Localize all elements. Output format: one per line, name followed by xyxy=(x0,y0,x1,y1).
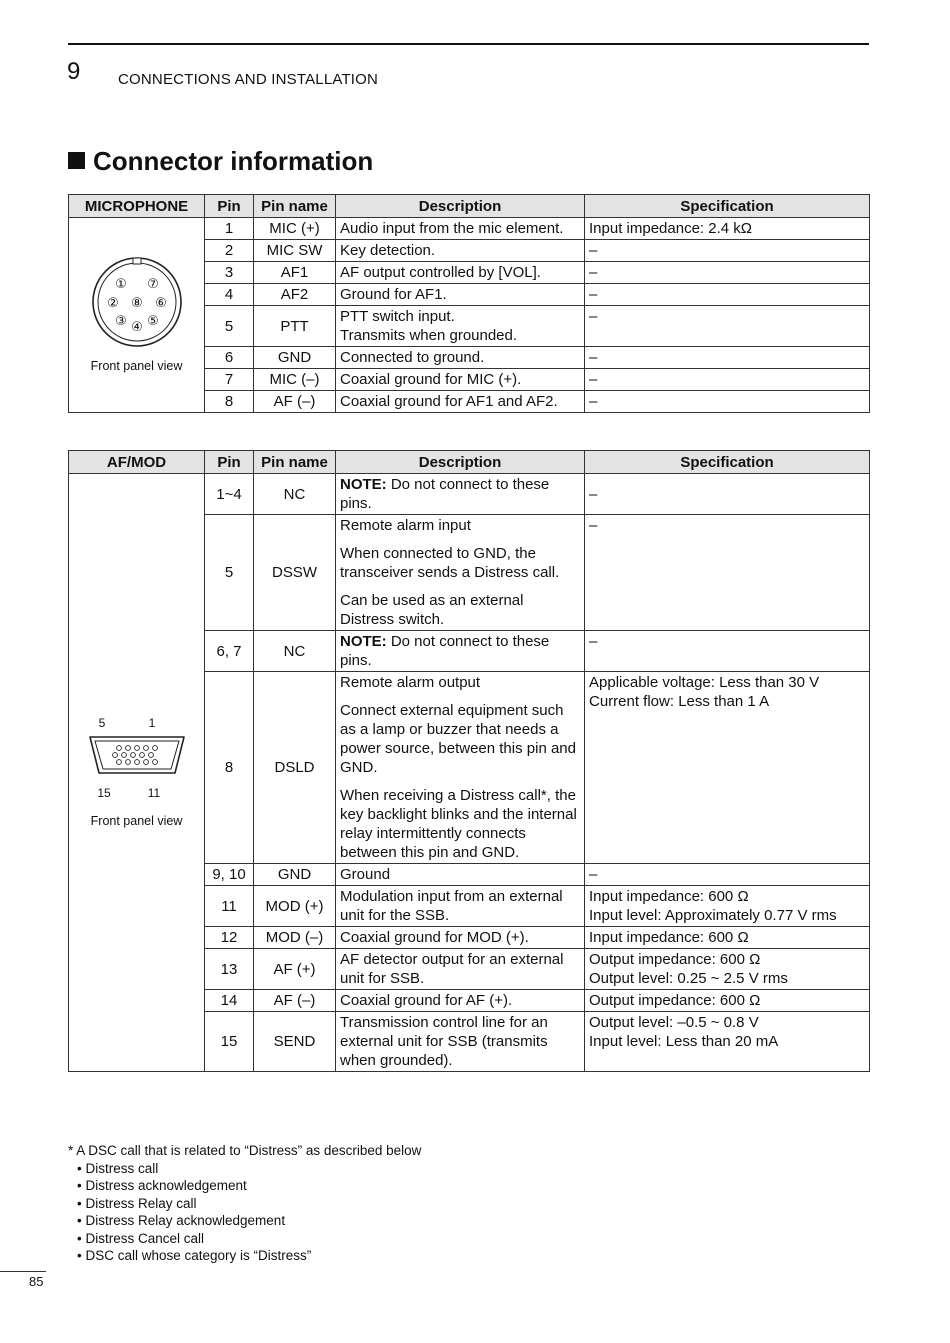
specification-line: Output impedance: 600 Ω xyxy=(589,951,761,968)
pin-cell: 8 xyxy=(205,391,254,413)
section-title-text: Connector information xyxy=(93,146,374,176)
col-header: AF/MOD xyxy=(69,451,205,474)
description-cell: Coaxial ground for MOD (+). xyxy=(336,927,585,949)
description-line: PTT switch input. xyxy=(340,308,455,325)
afmod-connector-cell xyxy=(69,474,205,1072)
specification-cell: – xyxy=(585,306,870,347)
pin-label: ④ xyxy=(130,320,143,335)
pin-cell: 7 xyxy=(205,369,254,391)
pin-name-cell: AF1 xyxy=(254,262,336,284)
pin-name-cell: GND xyxy=(254,864,336,886)
page-number: 85 xyxy=(29,1274,44,1289)
description-paragraph: Remote alarm input xyxy=(340,517,471,534)
description-cell xyxy=(336,631,585,672)
description-cell xyxy=(336,474,585,515)
chapter-number: 9 xyxy=(67,58,81,85)
description-cell xyxy=(336,306,585,347)
pin-name-cell: AF (–) xyxy=(254,990,336,1012)
col-header: Specification xyxy=(585,451,870,474)
specification-cell: Output impedance: 600 Ω xyxy=(585,990,870,1012)
footnote-item: • Distress acknowledgement xyxy=(77,1178,247,1193)
specification-line: Output level: –0.5 ~ 0.8 V xyxy=(589,1014,759,1031)
footnote-item-text: Distress Relay acknowledgement xyxy=(85,1213,286,1228)
pin-label: ① xyxy=(114,277,127,292)
col-header: Pin xyxy=(205,195,254,218)
pin-name-cell: NC xyxy=(254,631,336,672)
pin-cell: 6, 7 xyxy=(205,631,254,672)
pin-label: ⑦ xyxy=(146,277,159,292)
footnote-item: • DSC call whose category is “Distress” xyxy=(77,1248,312,1263)
pin-cell: 14 xyxy=(205,990,254,1012)
specification-cell xyxy=(585,949,870,990)
corner-label: 11 xyxy=(147,785,160,800)
description-cell: AF detector output for an external unit for SSB. xyxy=(336,949,585,990)
front-panel-view-label: Front panel view xyxy=(90,359,183,373)
footnote-item-text: Distress Cancel call xyxy=(85,1230,205,1246)
description-cell: Key detection. xyxy=(336,240,585,262)
description-cell: Modulation input from an external unit for the SSB. xyxy=(336,886,585,927)
pin-cell: 5 xyxy=(205,515,254,631)
pin-name-cell: MOD (–) xyxy=(254,927,336,949)
col-header: Description xyxy=(336,451,585,474)
description-paragraph: Can be used as an external Distress switch. xyxy=(340,592,524,628)
afmod-table xyxy=(68,450,870,1072)
col-header: Description xyxy=(336,195,585,218)
description-line: Transmits when grounded. xyxy=(340,327,518,344)
specification-cell: – xyxy=(585,347,870,369)
microphone-table xyxy=(68,194,870,413)
pin-name-cell: AF (+) xyxy=(254,949,336,990)
description-cell: Audio input from the mic element. xyxy=(336,218,585,240)
col-header: Pin name xyxy=(254,451,336,474)
specification-cell xyxy=(585,1012,870,1072)
corner-label: 15 xyxy=(96,785,111,800)
pin-name-cell: GND xyxy=(254,347,336,369)
pin-name-cell: DSSW xyxy=(254,515,336,631)
specification-cell: – xyxy=(585,864,870,886)
description-cell: AF output controlled by [VOL]. xyxy=(336,262,585,284)
pin-cell: 1~4 xyxy=(205,474,254,515)
pin-cell: 12 xyxy=(205,927,254,949)
pin-cell: 2 xyxy=(205,240,254,262)
pin-name-cell: NC xyxy=(254,474,336,515)
pin-cell: 11 xyxy=(205,886,254,927)
specification-cell: – xyxy=(585,262,870,284)
col-header: MICROPHONE xyxy=(69,195,205,218)
pin-name-cell: MOD (+) xyxy=(254,886,336,927)
pin-name-cell: AF (–) xyxy=(254,391,336,413)
footnote-item-text: Distress Relay call xyxy=(85,1195,197,1211)
footnote-item: • Distress Relay call xyxy=(77,1195,197,1211)
col-header: Pin xyxy=(205,451,254,474)
footnote-item-text: Distress acknowledgement xyxy=(85,1178,247,1193)
pin-cell: 13 xyxy=(205,949,254,990)
note-text: Do not connect to these pins. xyxy=(340,476,550,512)
specification-cell: – xyxy=(585,515,870,631)
description-cell: Coaxial ground for AF1 and AF2. xyxy=(336,391,585,413)
pin-label: ⑧ xyxy=(130,296,143,311)
pin-label: ③ xyxy=(114,314,127,329)
note-text: Do not connect to these pins. xyxy=(340,633,550,669)
description-cell xyxy=(336,672,585,864)
pin-name-cell: MIC (–) xyxy=(254,369,336,391)
description-cell: Ground xyxy=(336,864,585,886)
specification-line: Output level: 0.25 ~ 2.5 V rms xyxy=(589,970,788,987)
pin-cell: 3 xyxy=(205,262,254,284)
specification-cell: Input impedance: 600 Ω xyxy=(585,927,870,949)
specification-cell: – xyxy=(585,631,870,672)
specification-cell: – xyxy=(585,369,870,391)
description-paragraph: Remote alarm output xyxy=(340,674,481,691)
pin-cell: 8 xyxy=(205,672,254,864)
table-row xyxy=(69,474,870,515)
table-row xyxy=(69,218,870,240)
specification-cell: – xyxy=(585,284,870,306)
pin-cell: 15 xyxy=(205,1012,254,1072)
pin-name-cell: AF2 xyxy=(254,284,336,306)
corner-label: 5 xyxy=(98,715,105,730)
footnote-item: • Distress Cancel call xyxy=(77,1230,205,1246)
pin-name-cell: MIC SW xyxy=(254,240,336,262)
note-label: NOTE: xyxy=(340,476,387,493)
specification-line: Input level: Approximately 0.77 V rms xyxy=(589,907,837,924)
col-header: Specification xyxy=(585,195,870,218)
footnote-intro: * A DSC call that is related to “Distress” as described below xyxy=(68,1143,422,1158)
footnote-item: • Distress Relay acknowledgement xyxy=(77,1213,286,1228)
specification-line: Input impedance: 600 Ω xyxy=(589,888,749,905)
description-cell xyxy=(336,515,585,631)
corner-label: 1 xyxy=(148,715,155,730)
table-header-row xyxy=(69,195,870,218)
pin-cell: 9, 10 xyxy=(205,864,254,886)
pin-label: ② xyxy=(106,296,119,311)
note-label: NOTE: xyxy=(340,633,387,650)
front-panel-view-label: Front panel view xyxy=(90,813,183,828)
pin-label: ⑥ xyxy=(154,296,167,311)
pin-label: ⑤ xyxy=(146,314,159,329)
footnote-item: • Distress call xyxy=(77,1160,159,1176)
specification-line: Applicable voltage: Less than 30 V xyxy=(589,674,820,691)
specification-line: Input level: Less than 20 mA xyxy=(589,1033,779,1050)
pin-name-cell: PTT xyxy=(254,306,336,347)
col-header: Pin name xyxy=(254,195,336,218)
description-cell: Coaxial ground for MIC (+). xyxy=(336,369,585,391)
specification-cell xyxy=(585,672,870,864)
pin-name-cell: SEND xyxy=(254,1012,336,1072)
description-cell: Coaxial ground for AF (+). xyxy=(336,990,585,1012)
footnote-item-text: DSC call whose category is “Distress” xyxy=(85,1248,312,1263)
pin-cell: 6 xyxy=(205,347,254,369)
mic-connector-icon xyxy=(89,254,185,350)
specification-cell: – xyxy=(585,240,870,262)
pin-name-cell: DSLD xyxy=(254,672,336,864)
square-bullet-icon xyxy=(68,152,85,169)
pin-name-cell: MIC (+) xyxy=(254,218,336,240)
description-paragraph: Connect external equipment such as a lamp or buzzer that needs a power source, between this pin and GND. xyxy=(340,702,576,776)
specification-cell: – xyxy=(585,391,870,413)
description-cell: Connected to ground. xyxy=(336,347,585,369)
specification-cell: Input impedance: 2.4 kΩ xyxy=(585,218,870,240)
pin-cell: 1 xyxy=(205,218,254,240)
pin-cell: 5 xyxy=(205,306,254,347)
specification-cell: – xyxy=(585,474,870,515)
footnote xyxy=(68,1142,421,1265)
specification-line: Current flow: Less than 1 A xyxy=(589,693,770,710)
page-number-rule xyxy=(0,1271,46,1272)
chapter-title: CONNECTIONS AND INSTALLATION xyxy=(118,71,379,88)
pin-cell: 4 xyxy=(205,284,254,306)
footnote-item-text: Distress call xyxy=(85,1160,159,1176)
description-cell: Ground for AF1. xyxy=(336,284,585,306)
description-cell: Transmission control line for an external unit for SSB (transmits when grounded). xyxy=(336,1012,585,1072)
dsub-connector-icon xyxy=(82,715,192,805)
description-paragraph: When receiving a Distress call*, the key backlight blinks and the internal relay intermittently connects between this pin and GND. xyxy=(340,787,577,861)
header-rule xyxy=(68,43,869,45)
specification-cell xyxy=(585,886,870,927)
mic-connector-cell xyxy=(69,218,205,413)
description-paragraph: When connected to GND, the transceiver sends a Distress call. xyxy=(340,545,560,581)
table-header-row xyxy=(69,451,870,474)
section-title xyxy=(68,146,373,177)
